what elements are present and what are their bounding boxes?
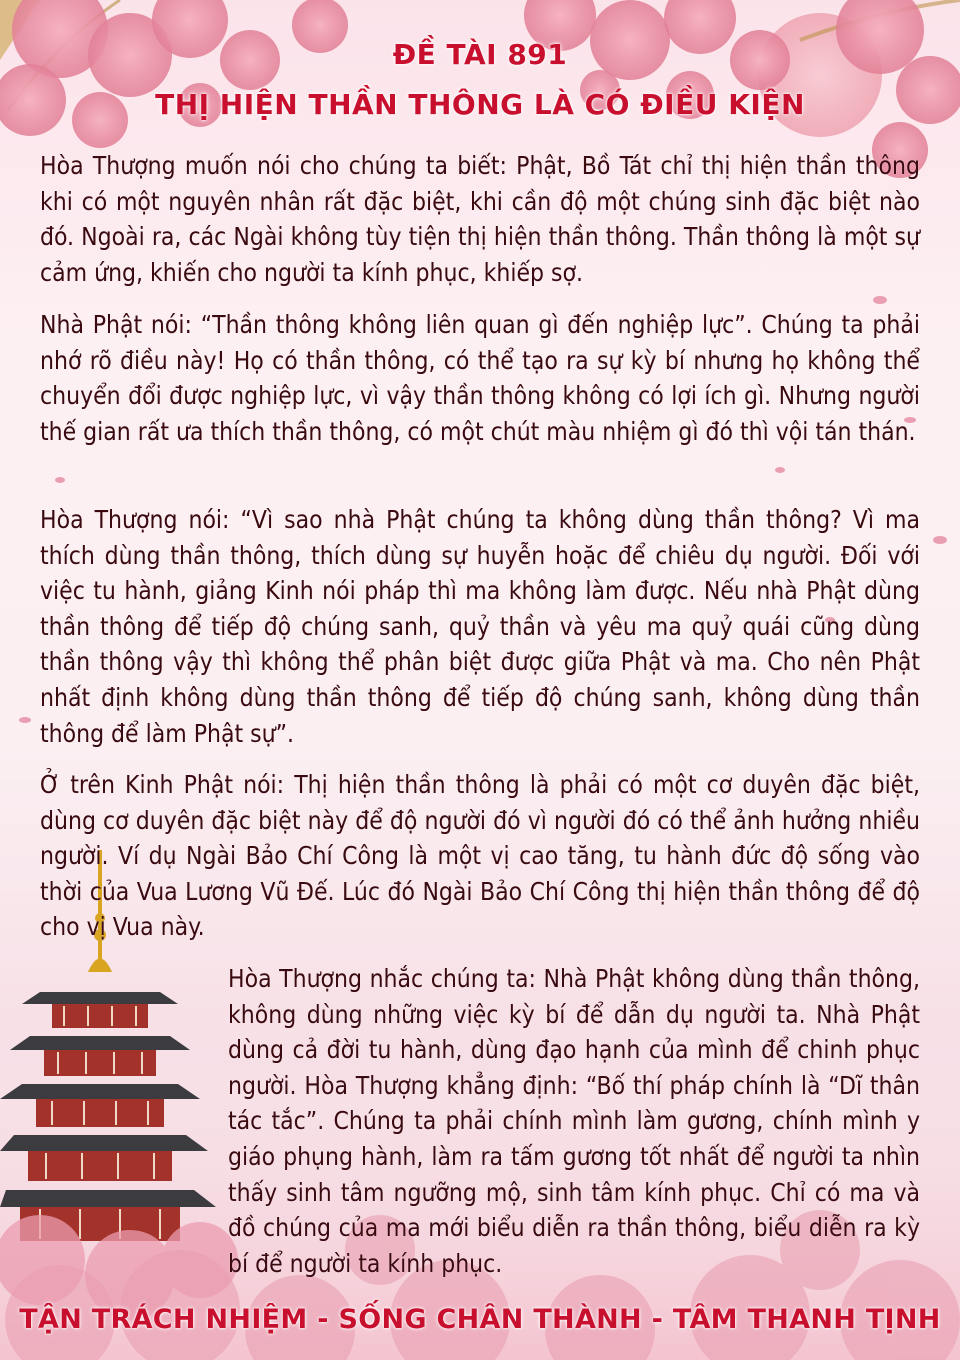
paragraph-5: Hòa Thượng nhắc chúng ta: Nhà Phật không dùng thần thông, không dùng những việc kỳ bí để dẫn dụ người ta. Nhà Phật dùng cả đời tu hành, dùng đạo hạnh của mình để chinh phục người. Hòa Thượng khẳng định: “Bố thí pháp chính là “Dĩ thân tác tắc”. Chúng ta phải chính mình làm gương, chính mình y giáo phụng hành, làm ra tấm gương tốt nhất để người ta nhìn thấy sinh tâm ngưỡng mộ, sinh tâm kính phục. Chỉ có ma và đồ chúng của ma mới biểu diễn ra thần thông, biểu diễn ra kỳ bí để người ta kính phục. bbox=[228, 964, 920, 1278]
paragraph-4: Ở trên Kinh Phật nói: Thị hiện thần thông là phải có một cơ duyên đặc biệt, dùng cơ duyên đặc biệt này để độ người đó vì người đó có thể ảnh hưởng nhiều người. Ví dụ Ngài Bảo Chí Công là một vị cao tăng, tu hành đức độ sống vào thời của Vua Lương Vũ Đế. Lúc đó Ngài Bảo Chí Công thị hiện thần thông để độ cho vị Vua này. bbox=[40, 770, 920, 942]
paragraph-3: Hòa Thượng nói: “Vì sao nhà Phật chúng ta không dùng thần thông? Vì ma thích dùng thần thông, thích dùng sự huyễn hoặc để chiêu dụ người. Đối với việc tu hành, giảng Kinh nói pháp thì ma không làm được. Nếu nhà Phật dùng thần thông để tiếp độ chúng sanh, quỷ thần và yêu ma quỷ quái cũng dùng thần thông vậy thì không thể phân biệt được giữa Phật và ma. Cho nên Phật nhất định không dùng thần thông để tiếp độ chúng sanh, không dùng thần thông để làm Phật sự”. bbox=[40, 505, 920, 748]
paragraph-1: Hòa Thượng muốn nói cho chúng ta biết: Phật, Bồ Tát chỉ thị hiện thần thông khi có một nguyên nhân rất đặc biệt, khi cần độ một chúng sinh đặc biệt nào đó. Ngoài ra, các Ngài không tùy tiện thị hiện thần thông. Thần thông là một sự cảm ứng, khiến cho người ta kính phục, khiếp sợ. bbox=[40, 151, 920, 287]
footer-motto: TẬN TRÁCH NHIỆM - SỐNG CHÂN THÀNH - TÂM THANH TỊNH bbox=[19, 1304, 941, 1335]
topic-number: ĐỀ TÀI 891 bbox=[392, 38, 568, 71]
paragraph-2: Nhà Phật nói: “Thần thông không liên quan gì đến nghiệp lực”. Chúng ta phải nhớ rõ điều này! Họ có thần thông, có thể tạo ra sự kỳ bí nhưng họ không thể chuyển đổi được nghiệp lực, vì vậy thần thông không có lợi ích gì. Nhưng người thế gian rất ưa thích thần thông, có một chút màu nhiệm gì đó thì vội tán thán. bbox=[40, 310, 920, 446]
page-title: THỊ HIỆN THẦN THÔNG LÀ CÓ ĐIỀU KIỆN bbox=[155, 88, 805, 121]
